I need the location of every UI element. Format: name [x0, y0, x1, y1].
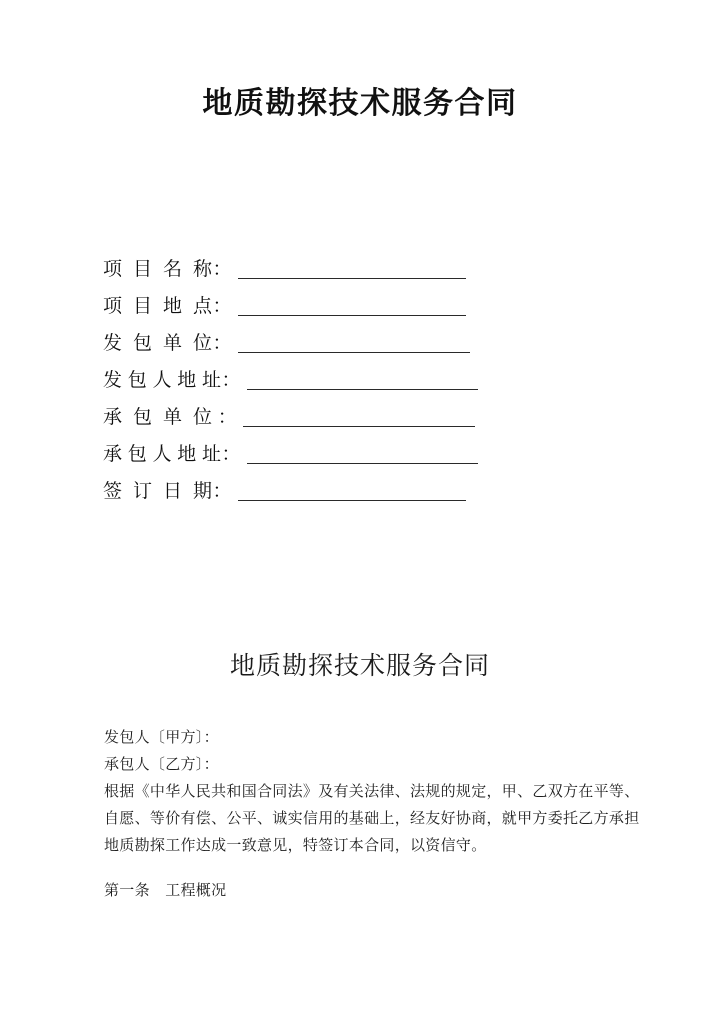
party-a-label: 发包人〔甲方〕：: [104, 730, 219, 746]
form-row-contractor-address: [103, 433, 573, 470]
preamble-line-2: 自愿、等价有偿、公平、诚实信用的基础上，经友好协商，就甲方委托乙方承担: [104, 811, 640, 827]
form-row-client-address: [103, 359, 573, 396]
form-row-sign-date: [103, 470, 573, 507]
contract-body: [104, 725, 640, 905]
fill-in-line-contractor-address[interactable]: [247, 463, 478, 464]
form-label-client-address: 发 包 人 地 址：: [103, 370, 242, 391]
form-row-contractor-unit: [103, 396, 573, 433]
form-label-contractor-address: 承 包 人 地 址：: [103, 444, 242, 465]
party-b-label: 承包人〔乙方〕：: [104, 757, 219, 773]
paragraph-spacer: [104, 860, 524, 878]
form-row-project-name: [103, 248, 573, 285]
form-row-project-location: [103, 285, 573, 322]
preamble-line-1: 根据《中华人民共和国合同法》及有关法律、法规的规定，甲、乙双方在平等、: [104, 784, 640, 800]
fill-in-line-sign-date[interactable]: [238, 500, 466, 501]
fill-in-line-project-location[interactable]: [238, 315, 466, 316]
form-row-client-unit: [103, 322, 573, 359]
form-label-project-name: 项 目 名 称：: [103, 259, 233, 280]
cover-form: [103, 248, 573, 507]
fill-in-line-project-name[interactable]: [238, 278, 466, 279]
contract-heading: 地质勘探技术服务合同: [229, 653, 490, 680]
form-label-sign-date: 签 订 日 期：: [103, 481, 233, 502]
preamble-line-3: 地质勘探工作达成一致意见，特签订本合同，以资信守。: [104, 838, 487, 854]
fill-in-line-client-unit[interactable]: [238, 352, 470, 353]
form-label-client-unit: 发 包 单 位：: [103, 333, 233, 354]
fill-in-line-client-address[interactable]: [247, 389, 478, 390]
form-label-project-location: 项 目 地 点：: [103, 296, 233, 317]
fill-in-line-contractor-unit[interactable]: [243, 426, 475, 427]
form-label-contractor-unit: 承 包 单 位 ：: [103, 407, 238, 428]
page-title: 地质勘探技术服务合同: [202, 87, 518, 120]
clause-one-heading: 第一条 工程概况: [104, 883, 227, 899]
